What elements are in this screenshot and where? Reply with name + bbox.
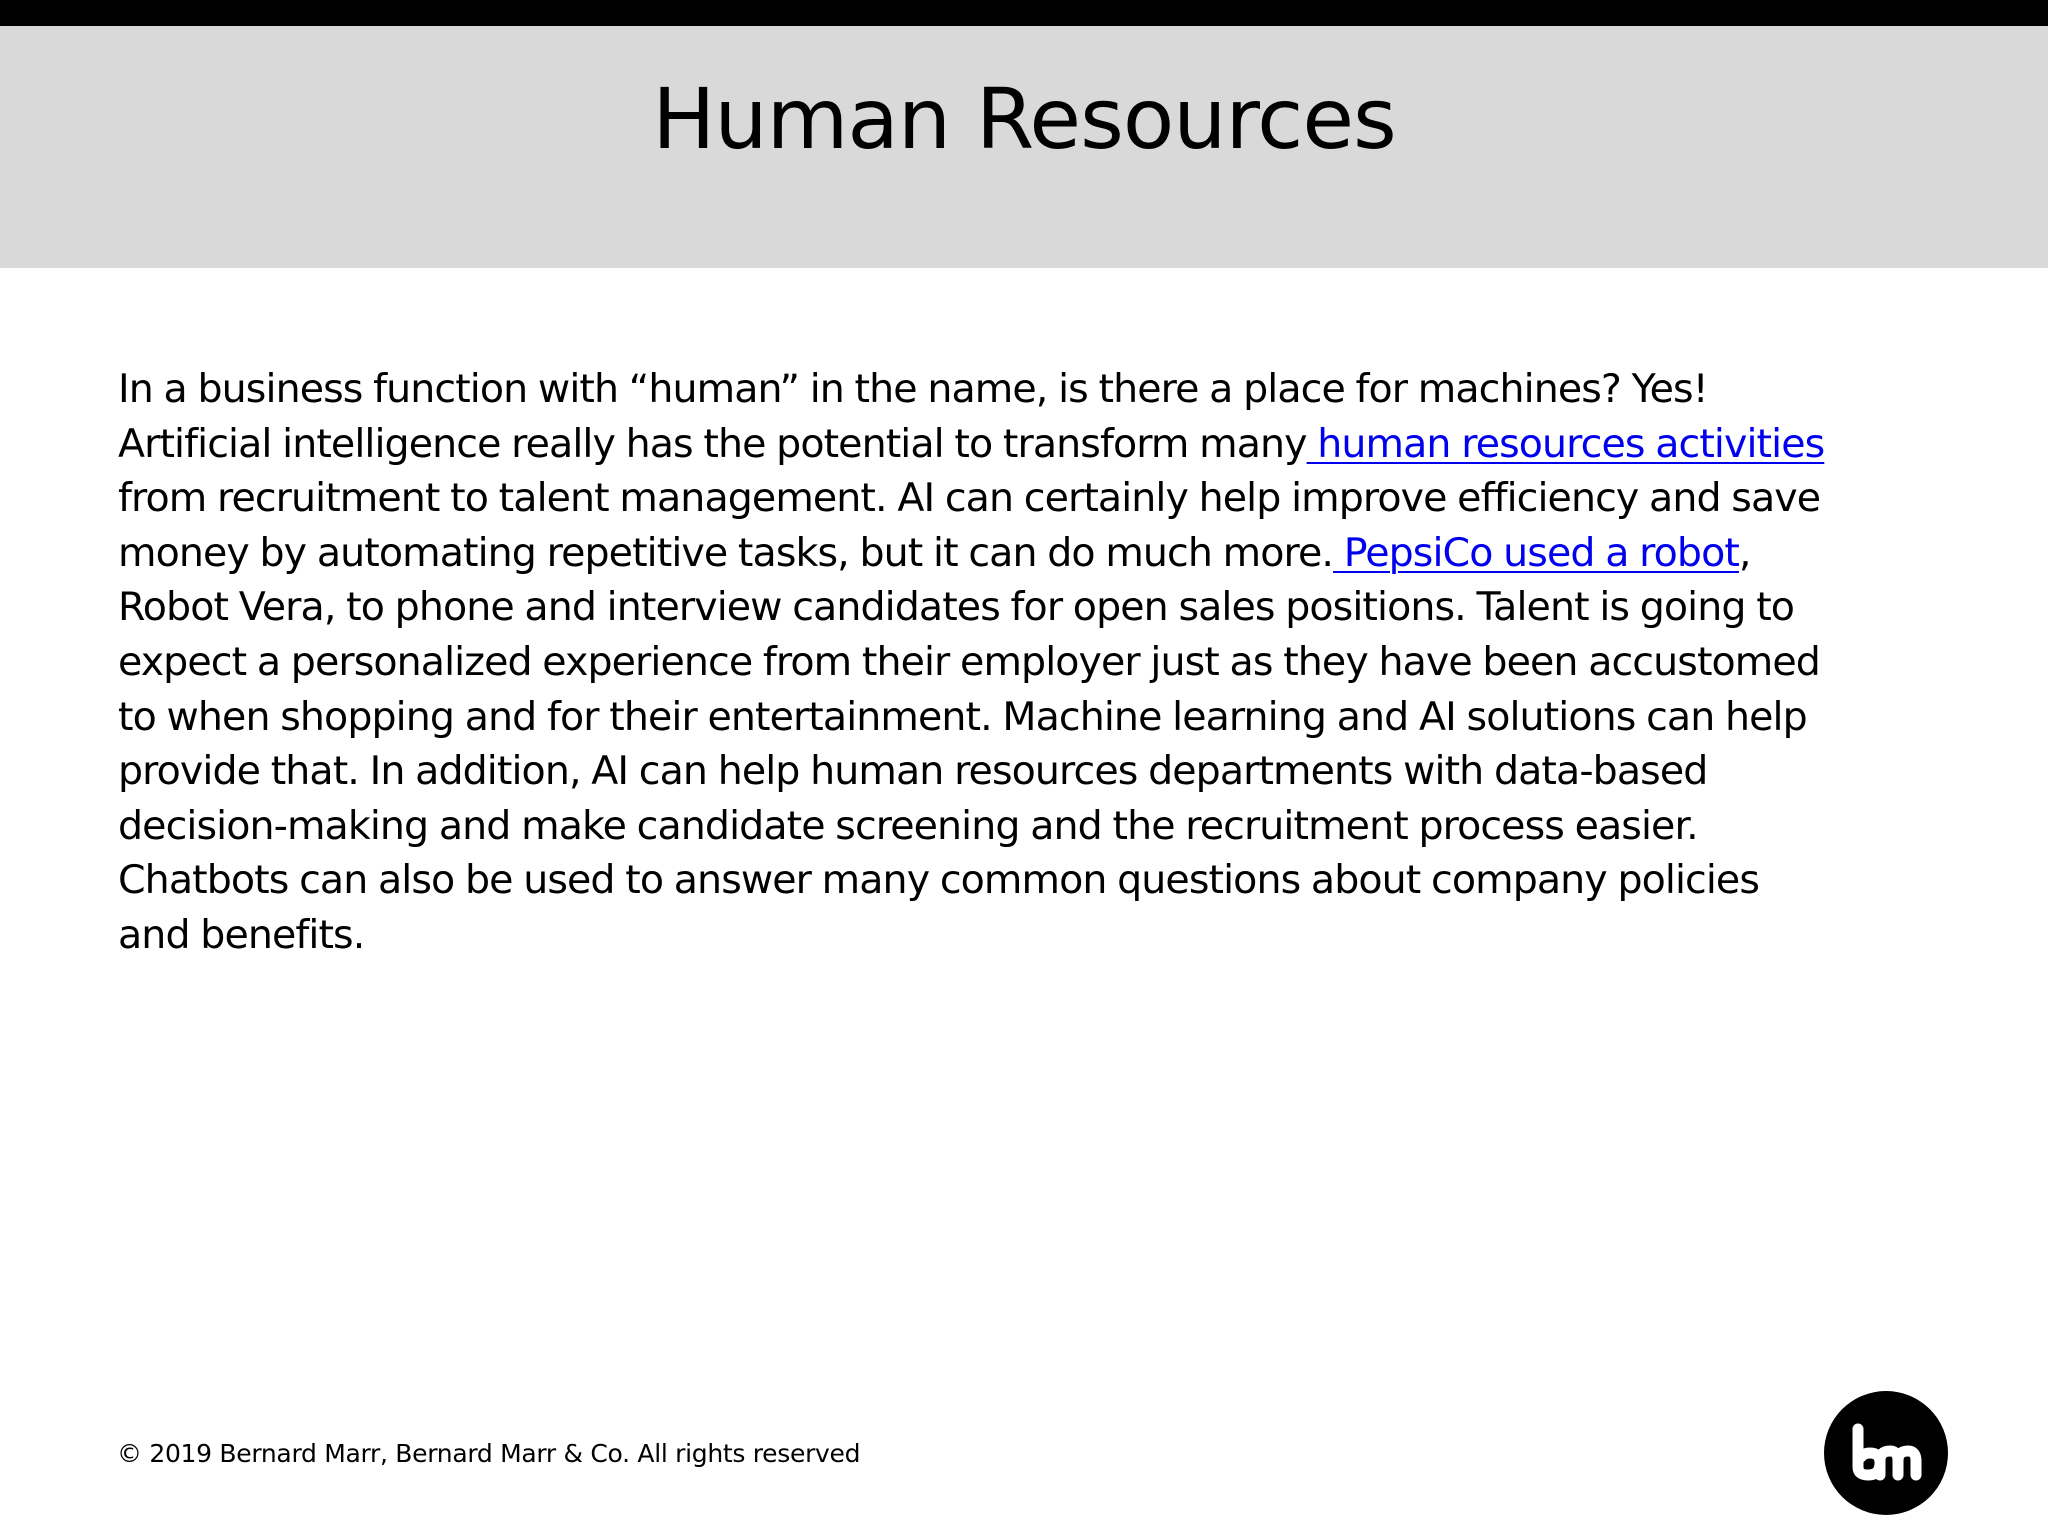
slide-title: Human Resources <box>652 70 1396 168</box>
body-line: decision-making and make candidate screening and the recruitment process easier. <box>118 802 1698 849</box>
body-line: In a business function with “human” in the name, is there a place for machines? Yes! <box>118 366 1708 412</box>
human-resources-activities-link[interactable]: human resources activities <box>1306 420 1825 467</box>
body-line: money by automating repetitive tasks, but it can do much more. PepsiCo used a robot, <box>118 529 1751 576</box>
pepsico-robot-link[interactable]: PepsiCo used a robot <box>1333 529 1739 576</box>
body-line: from recruitment to talent management. AI can certainly help improve efficiency and save <box>118 475 1821 522</box>
bm-logo-icon <box>1824 1391 1948 1515</box>
body-line: Chatbots can also be used to answer many common questions about company policies <box>118 857 1760 904</box>
body-line: and benefits. <box>118 911 365 958</box>
copyright-footer: © 2019 Bernard Marr, Bernard Marr & Co. All rights reserved <box>117 1439 861 1468</box>
body-line: to when shopping and for their entertainment. Machine learning and AI solutions can help <box>118 693 1807 740</box>
body-line: Artificial intelligence really has the potential to transform many human resources activities <box>118 420 1825 467</box>
body-line: provide that. In addition, AI can help human resources departments with data-based <box>118 748 1708 795</box>
body-line: Robot Vera, to phone and interview candidates for open sales positions. Talent is going to <box>118 584 1795 631</box>
body-line: expect a personalized experience from their employer just as they have been accustomed <box>118 638 1820 685</box>
bm-logo-glyph <box>1824 1391 1948 1515</box>
slide-body <box>118 362 1948 963</box>
top-bar <box>0 0 2048 26</box>
